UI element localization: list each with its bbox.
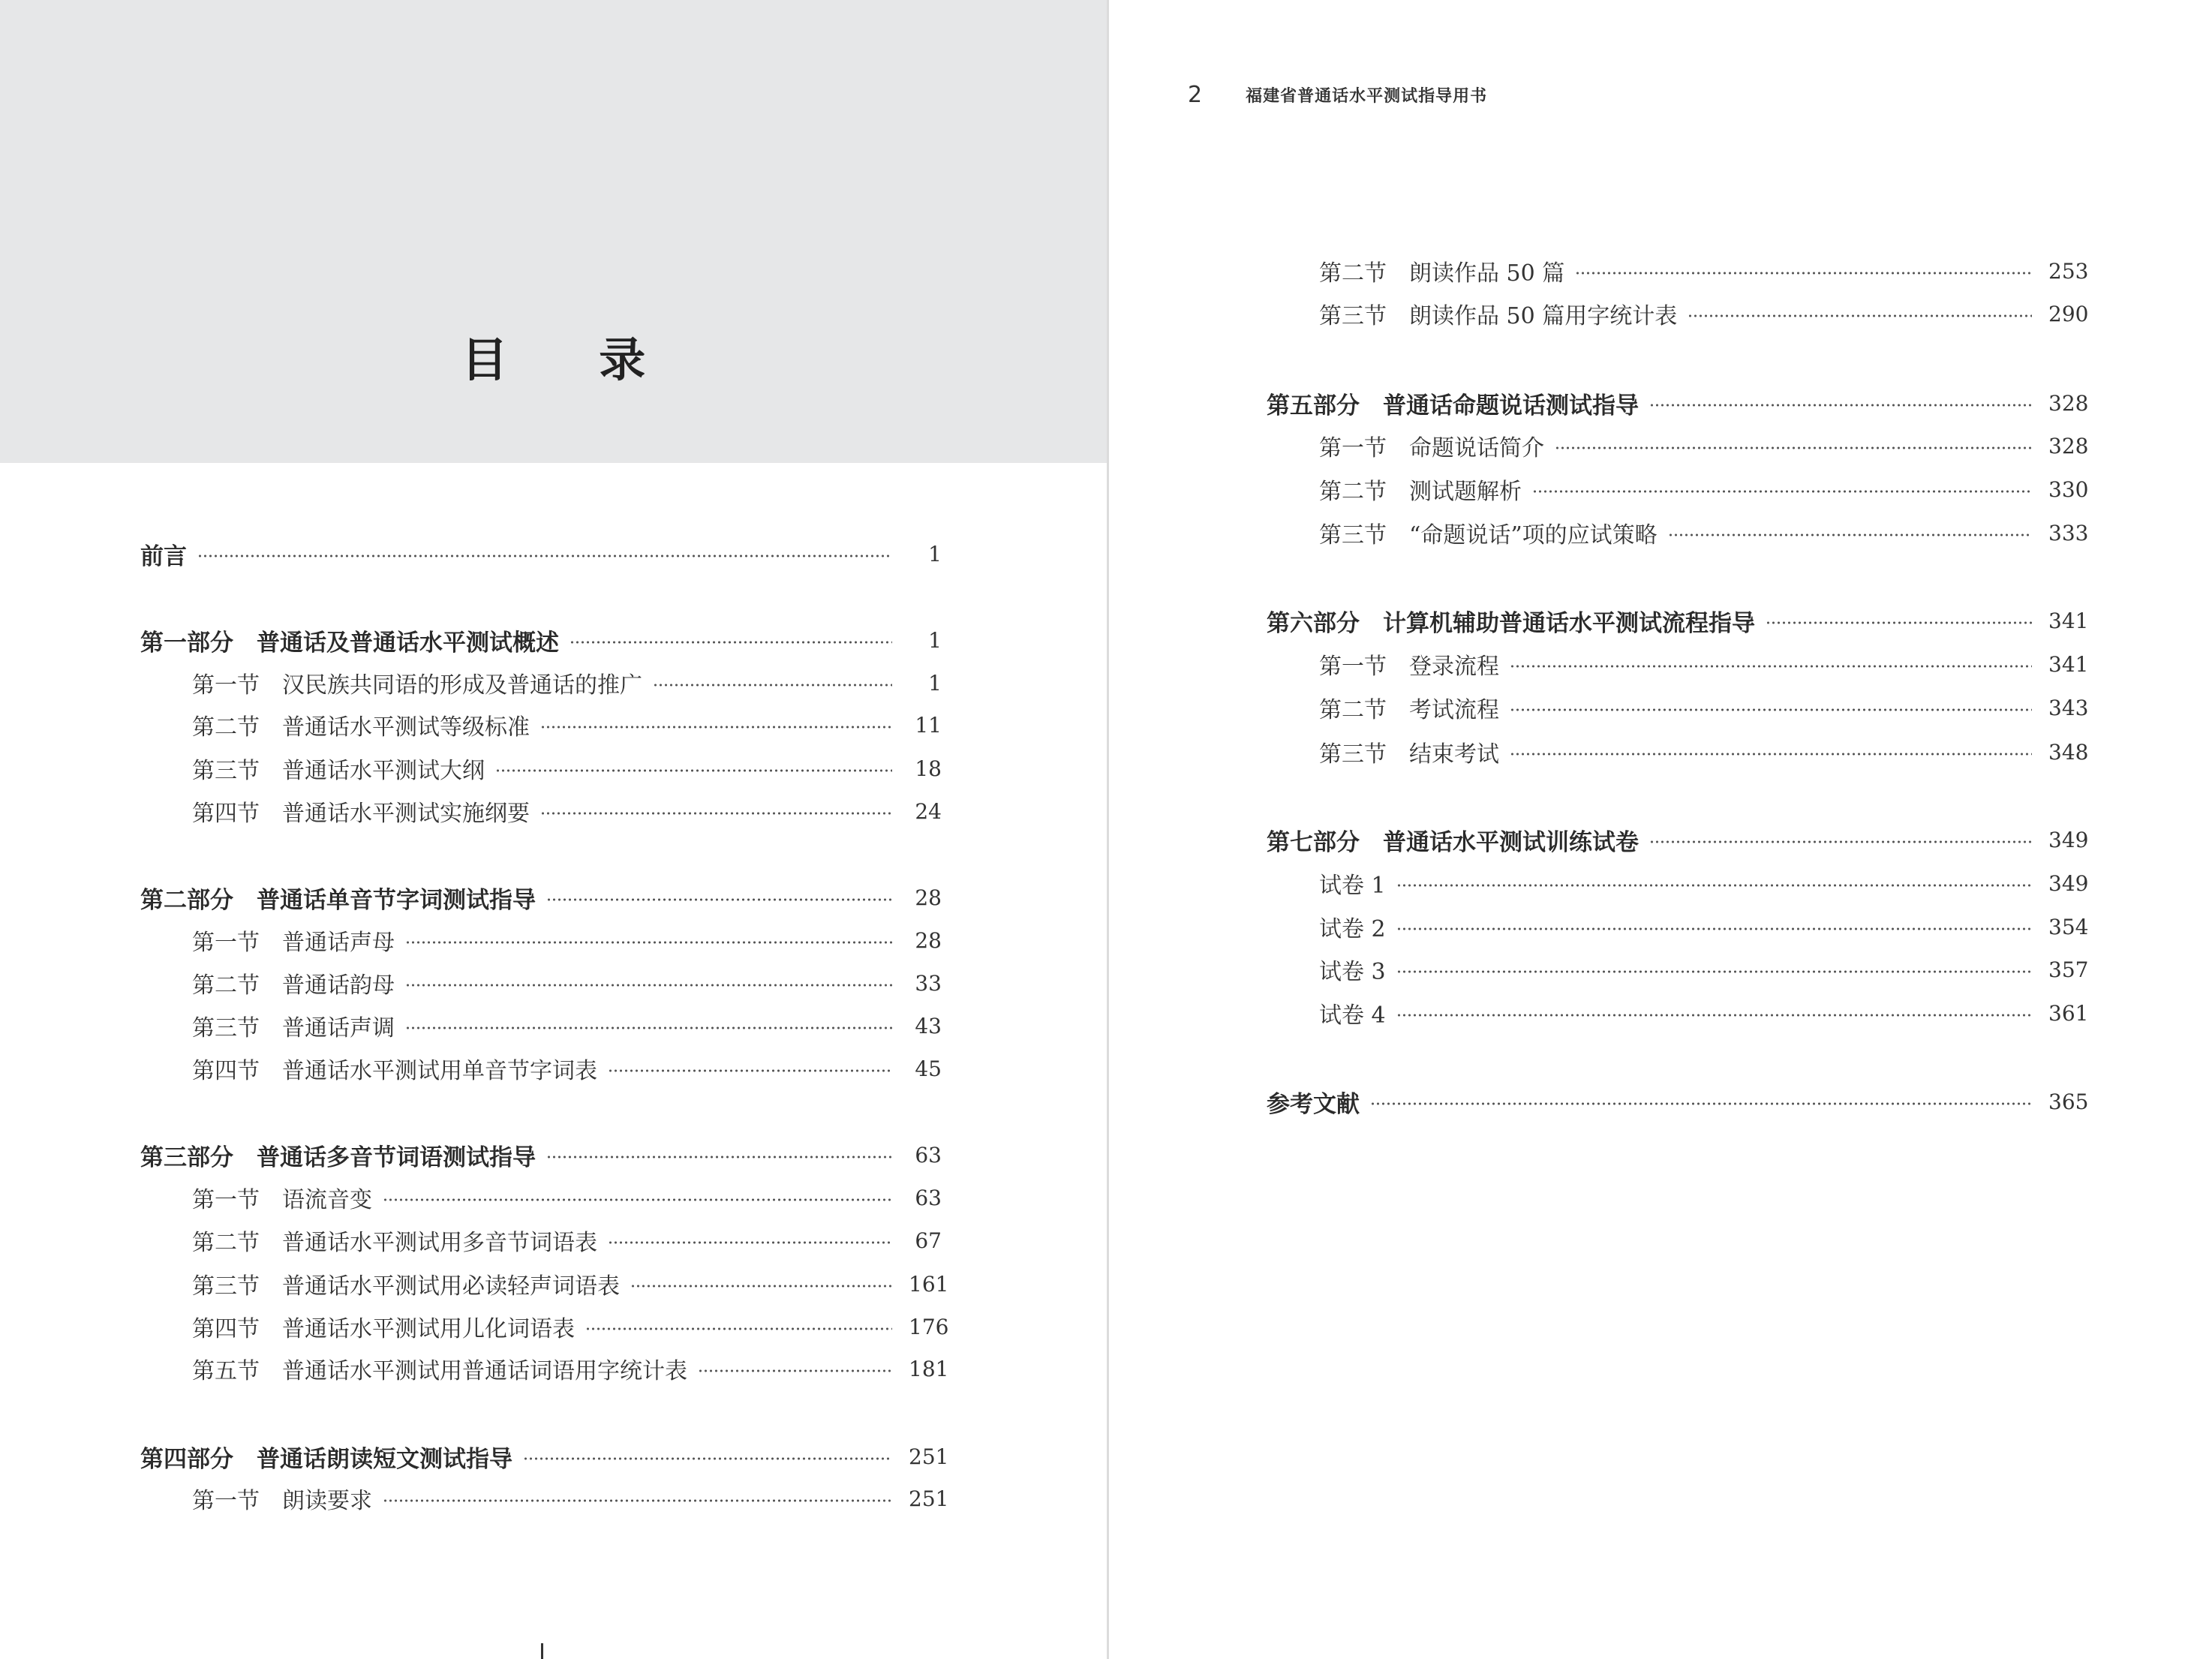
- toc-page-number: 45: [915, 1056, 942, 1081]
- toc-page-number: 341: [2048, 608, 2089, 633]
- dot-leader: [585, 1327, 892, 1330]
- toc-section-entry: [1319, 912, 2089, 942]
- dot-leader: [1396, 884, 2032, 887]
- toc-entry-label: 参考文献: [1267, 1090, 1360, 1118]
- toc-entry-label: 第五节 普通话水平测试用普通话词语用字统计表: [192, 1358, 687, 1384]
- toc-page-number: 176: [909, 1314, 949, 1339]
- toc-section-entry: [1319, 649, 2089, 680]
- toc-section-entry: [192, 968, 942, 998]
- toc-page-number: 63: [915, 1142, 942, 1168]
- toc-part-entry: [1267, 1086, 2089, 1118]
- toc-section-entry: [192, 1183, 942, 1213]
- dot-leader: [630, 1285, 892, 1288]
- toc-entry-label: 试卷 3: [1319, 959, 1386, 985]
- dot-leader: [1668, 533, 2032, 536]
- dot-leader: [1510, 753, 2032, 756]
- toc-section-entry: [1319, 518, 2089, 548]
- toc-entry-label: 第三节 “命题说话”项的应试策略: [1319, 522, 1657, 548]
- toc-section-entry: [192, 1225, 942, 1255]
- toc-entry-label: 第一节 命题说话简介: [1319, 435, 1544, 461]
- toc-entry-label: 第三节 普通话声调: [192, 1015, 395, 1041]
- toc-part-entry: [1267, 388, 2089, 419]
- toc-page-number: 11: [915, 712, 942, 738]
- toc-section-entry: [1319, 693, 2089, 723]
- toc-part-entry: [140, 1140, 942, 1170]
- toc-page-number: 1: [928, 670, 942, 696]
- book-title: 福建省普通话水平测试指导用书: [1246, 86, 1488, 106]
- toc-section-entry: [192, 753, 942, 783]
- dot-leader: [1688, 314, 2032, 317]
- dot-leader: [570, 641, 892, 644]
- toc-entry-label: 第二节 朗读作品 50 篇: [1319, 260, 1565, 287]
- toc-page-number: 24: [915, 798, 942, 824]
- toc-entry-label: 第二节 测试题解析: [1319, 479, 1522, 505]
- toc-entry-label: 第四部分 普通话朗读短文测试指导: [140, 1445, 512, 1473]
- toc-entry-label: 第六部分 计算机辅助普通话水平测试流程指导: [1267, 609, 1755, 637]
- toc-section-entry: [1319, 954, 2089, 985]
- toc-page-number: 349: [2048, 870, 2089, 896]
- dot-leader: [1396, 1014, 2032, 1017]
- toc-entry-label: 第四节 普通话水平测试用儿化词语表: [192, 1316, 575, 1342]
- toc-entry-label: 第一节 语流音变: [192, 1187, 372, 1213]
- toc-page-number: 63: [915, 1185, 942, 1210]
- toc-entry-label: 第七部分 普通话水平测试训练试卷: [1267, 828, 1639, 856]
- toc-entry-label: 第三节 普通话水平测试大纲: [192, 758, 485, 784]
- toc-entry-label: 第三节 结束考试: [1319, 741, 1499, 768]
- dot-leader: [1370, 1102, 2032, 1105]
- toc-section-entry: [1319, 431, 2089, 461]
- toc-entry-label: 第二部分 普通话单音节字词测试指导: [140, 886, 536, 914]
- toc-section-entry: [192, 710, 942, 740]
- dot-leader: [540, 726, 892, 729]
- toc-page-number: 33: [915, 970, 942, 996]
- dot-leader: [1532, 490, 2032, 493]
- toc-entry-label: 前言: [140, 542, 187, 570]
- toc-page-number: 253: [2048, 258, 2089, 284]
- page-number: 2: [1188, 81, 1203, 108]
- toc-entry-label: 第二节 普通话水平测试等级标准: [192, 714, 530, 741]
- dot-leader: [1649, 840, 2032, 843]
- dot-leader: [653, 684, 892, 687]
- toc-entry-label: 第一部分 普通话及普通话水平测试概述: [140, 629, 559, 657]
- toc-part-entry: [140, 625, 942, 655]
- toc-entry-label: 第四节 普通话水平测试实施纲要: [192, 801, 530, 827]
- toc-page-number: 43: [915, 1013, 942, 1038]
- toc-entry-label: 第四节 普通话水平测试用单音节字词表: [192, 1058, 597, 1084]
- dot-leader: [546, 1156, 892, 1159]
- toc-page-number: 1: [928, 541, 942, 567]
- toc-section-entry: [1319, 256, 2089, 287]
- dot-leader: [1510, 708, 2032, 711]
- toc-page-number: 181: [909, 1356, 949, 1381]
- dot-leader: [405, 1026, 892, 1029]
- toc-part-entry: [140, 539, 942, 569]
- toc-entry-label: 试卷 1: [1319, 873, 1386, 899]
- toc-page-number: 67: [915, 1228, 942, 1253]
- dot-leader: [1555, 446, 2032, 449]
- dot-leader: [523, 1457, 892, 1460]
- toc-page-number: 349: [2048, 827, 2089, 852]
- dot-leader: [1510, 665, 2032, 668]
- dot-leader: [698, 1369, 892, 1372]
- dot-leader: [405, 984, 892, 987]
- toc-section-entry: [192, 1053, 942, 1083]
- dot-leader: [608, 1241, 892, 1244]
- toc-entry-label: 第一节 朗读要求: [192, 1488, 372, 1514]
- toc-section-entry: [192, 1354, 949, 1384]
- dot-leader: [405, 941, 892, 944]
- dot-leader: [540, 812, 892, 815]
- toc-page-number: 341: [2048, 651, 2089, 677]
- dot-leader: [383, 1198, 892, 1201]
- toc-entry-label: 第一节 汉民族共同语的形成及普通话的推广: [192, 672, 642, 699]
- toc-page-number: 251: [909, 1486, 949, 1511]
- toc-title: 目 录: [461, 332, 684, 387]
- toc-section-entry: [192, 925, 942, 955]
- dot-leader: [1396, 970, 2032, 973]
- toc-page-number: 251: [909, 1444, 949, 1469]
- toc-entry-label: 第二节 普通话水平测试用多音节词语表: [192, 1230, 597, 1256]
- toc-page-number: 361: [2048, 1000, 2089, 1026]
- toc-section-entry: [192, 1269, 949, 1300]
- toc-section-entry: [192, 796, 942, 826]
- toc-page-number: 365: [2048, 1089, 2089, 1114]
- dot-leader: [546, 898, 892, 901]
- toc-section-entry: [1319, 299, 2089, 329]
- toc-section-entry: [192, 1483, 949, 1514]
- toc-page-number: 330: [2048, 476, 2089, 502]
- toc-part-entry: [1267, 606, 2089, 637]
- dot-leader: [1766, 621, 2032, 624]
- toc-entry-label: 试卷 4: [1319, 1002, 1386, 1029]
- dot-leader: [495, 769, 892, 772]
- toc-page-number: 343: [2048, 695, 2089, 720]
- dot-leader: [197, 555, 892, 558]
- toc-section-entry: [1319, 737, 2089, 768]
- toc-page-number: 1: [928, 627, 942, 653]
- dot-leader: [608, 1069, 892, 1072]
- toc-page-number: 28: [915, 885, 942, 910]
- toc-page-number: 328: [2048, 433, 2089, 458]
- toc-part-entry: [140, 1441, 949, 1473]
- toc-entry-label: 第一节 普通话声母: [192, 930, 395, 956]
- right-page: [1109, 0, 2212, 1659]
- toc-page-number: 348: [2048, 739, 2089, 765]
- toc-page-number: 328: [2048, 390, 2089, 416]
- toc-section-entry: [192, 1011, 942, 1041]
- toc-section-entry: [1319, 474, 2089, 505]
- toc-entry-label: 第三节 朗读作品 50 篇用字统计表: [1319, 303, 1678, 329]
- toc-page-number: 18: [915, 756, 942, 781]
- dot-leader: [1649, 404, 2032, 407]
- toc-page-number: 354: [2048, 914, 2089, 939]
- toc-entry-label: 第一节 登录流程: [1319, 654, 1499, 680]
- toc-page-number: 333: [2048, 520, 2089, 545]
- toc-page-number: 357: [2048, 957, 2089, 982]
- toc-entry-label: 第三部分 普通话多音节词语测试指导: [140, 1144, 536, 1171]
- toc-entry-label: 第五部分 普通话命题说话测试指导: [1267, 392, 1639, 419]
- toc-section-entry: [192, 1312, 949, 1342]
- toc-entry-label: 第三节 普通话水平测试用必读轻声词语表: [192, 1273, 620, 1300]
- toc-page-number: 290: [2048, 301, 2089, 326]
- toc-entry-label: 试卷 2: [1319, 916, 1386, 942]
- toc-part-entry: [1267, 825, 2089, 856]
- running-header: [1188, 81, 1487, 108]
- toc-page-number: 28: [915, 927, 942, 953]
- toc-section-entry: [1319, 868, 2089, 899]
- toc-entry-label: 第二节 普通话韵母: [192, 972, 395, 999]
- toc-section-entry: [192, 668, 942, 698]
- dot-leader: [1575, 272, 2032, 275]
- toc-page-number: 161: [909, 1271, 949, 1297]
- toc-section-entry: [1319, 998, 2089, 1029]
- title-band: [0, 0, 1107, 463]
- dot-leader: [383, 1499, 892, 1502]
- toc-part-entry: [140, 882, 942, 912]
- toc-entry-label: 第二节 考试流程: [1319, 697, 1499, 723]
- dot-leader: [1396, 927, 2032, 930]
- binding-mark: [541, 1643, 543, 1659]
